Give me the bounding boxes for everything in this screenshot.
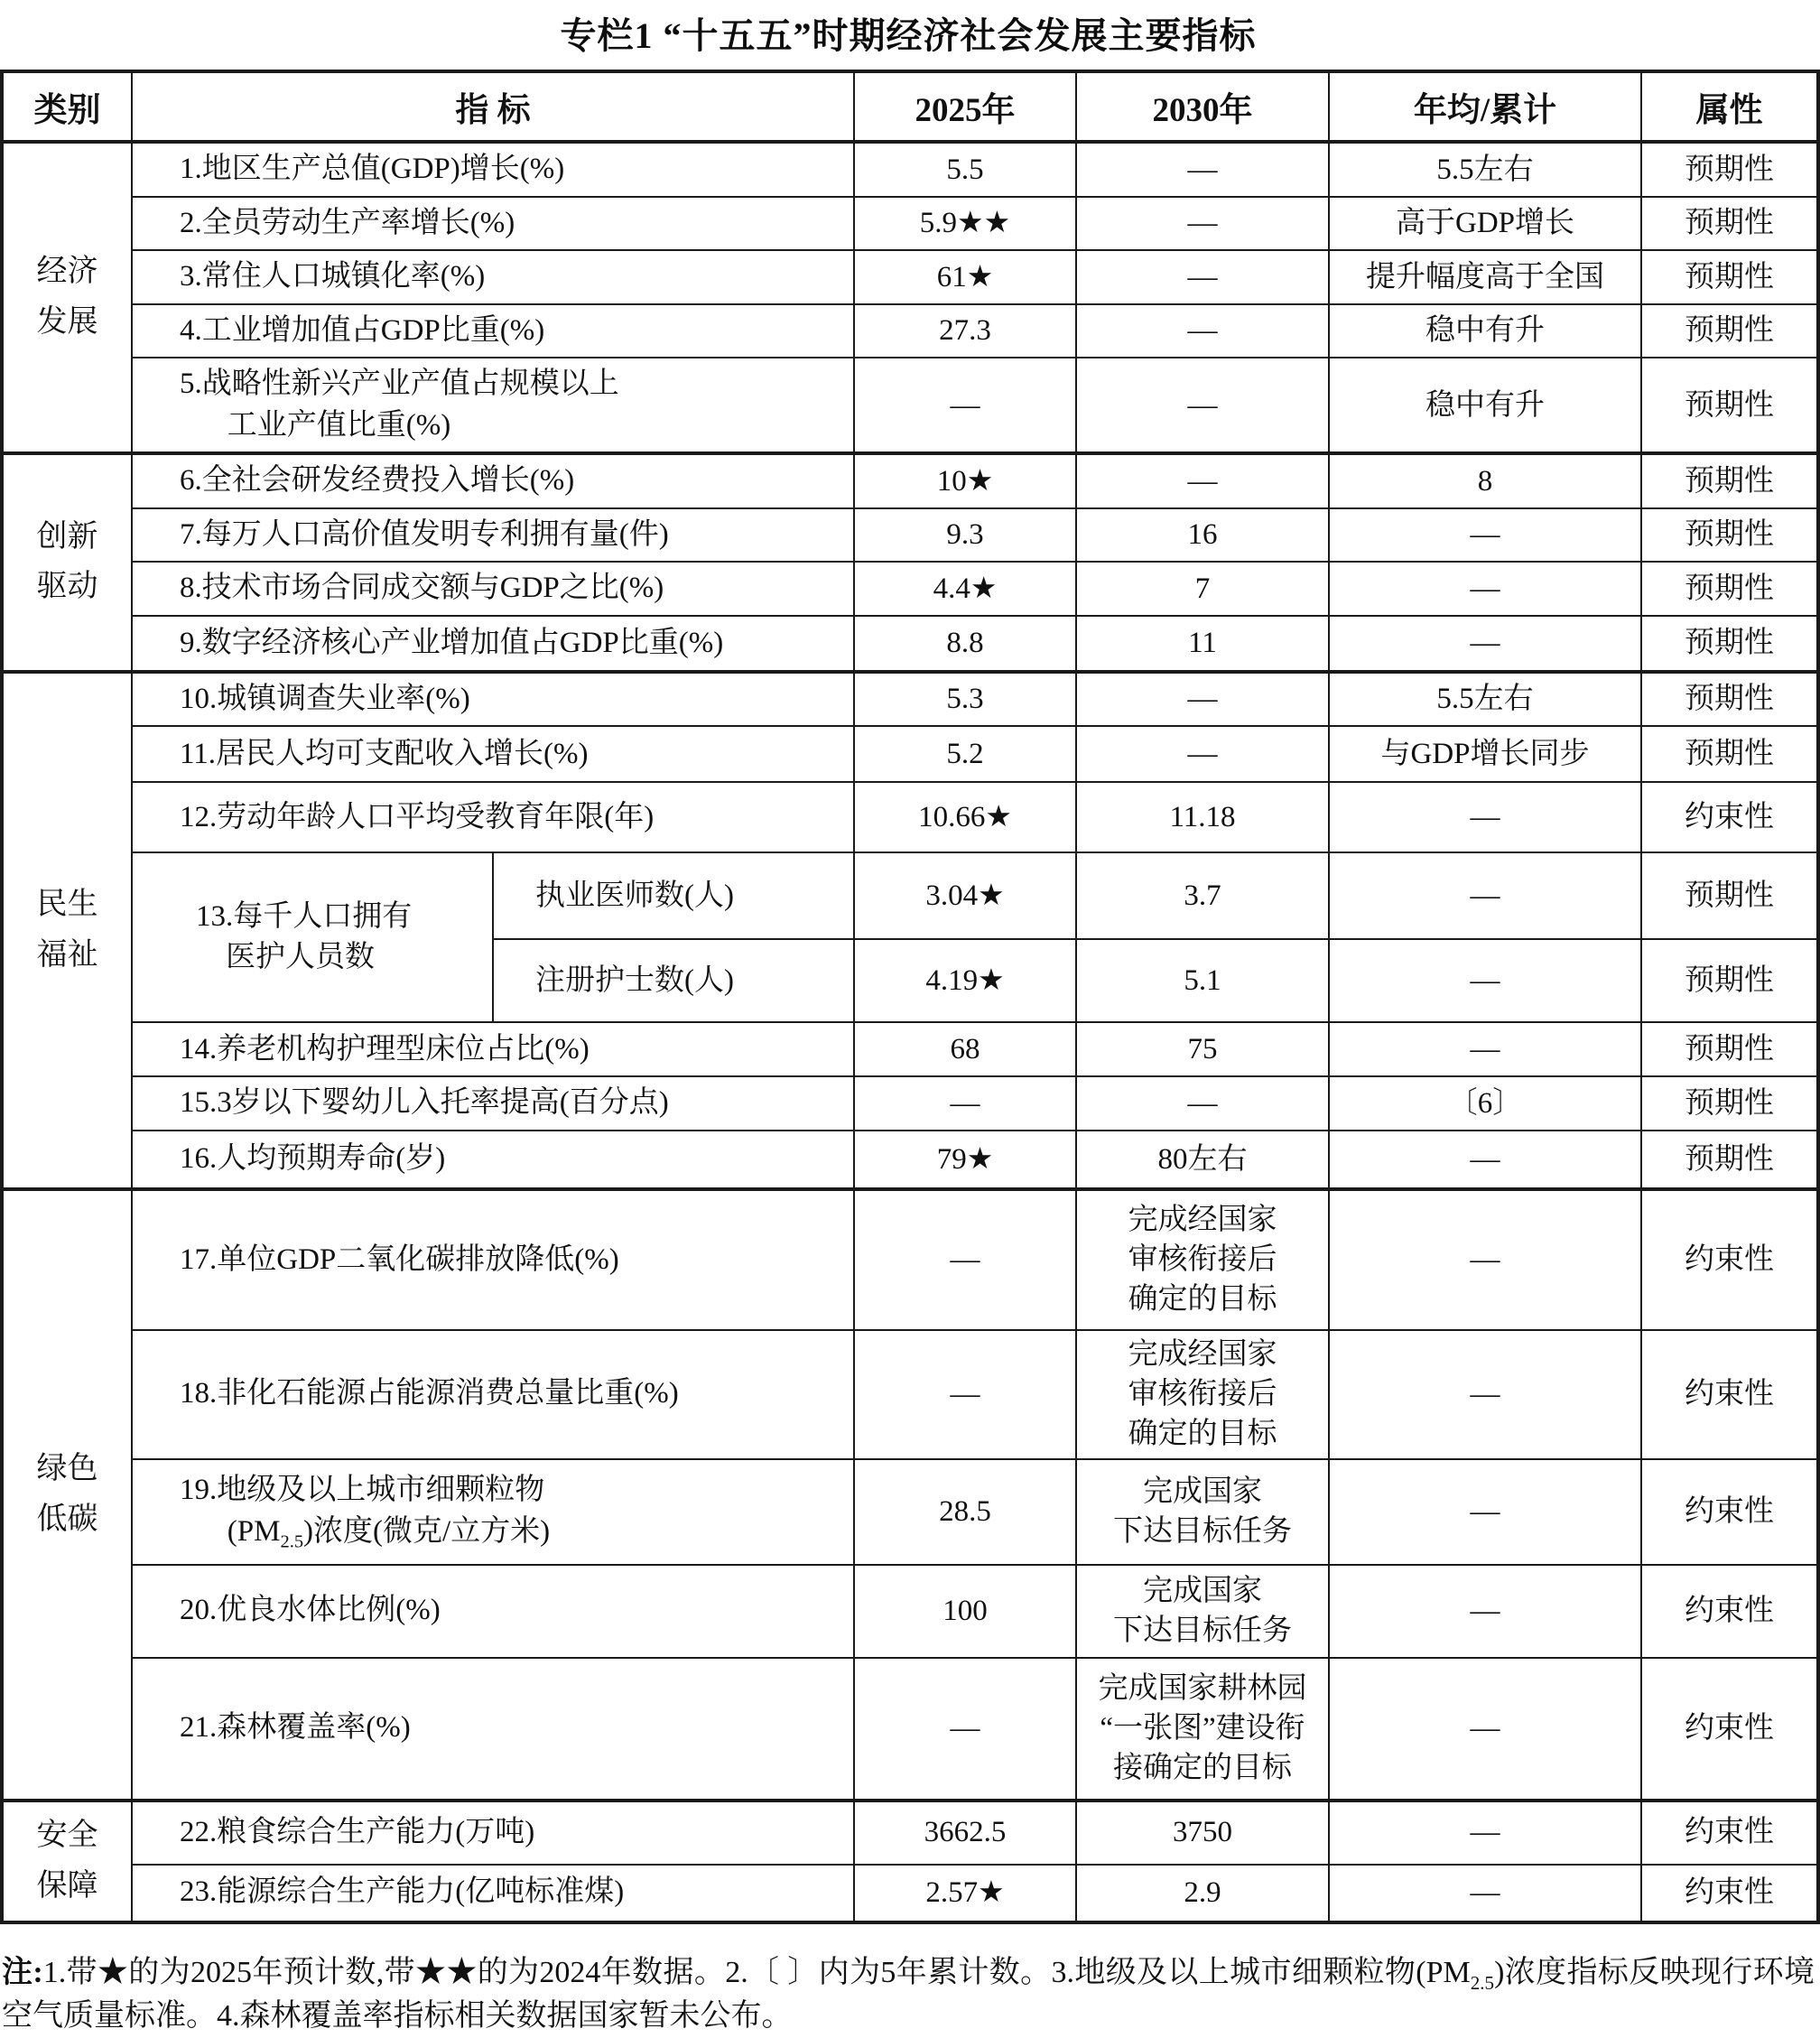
value-2030-cell: 75 xyxy=(1076,1022,1329,1076)
value-2025-cell: 8.8 xyxy=(854,616,1076,672)
attribute-cell: 预期性 xyxy=(1641,142,1818,197)
attribute-cell: 约束性 xyxy=(1641,1459,1818,1565)
table-row xyxy=(2,616,1818,672)
value-2030-cell: 5.1 xyxy=(1076,939,1329,1022)
indicator-cell: 10.城镇调查失业率(%) xyxy=(132,672,854,727)
avg-cumulative-cell: — xyxy=(1329,1658,1641,1801)
attribute-cell: 预期性 xyxy=(1641,1076,1818,1131)
avg-cumulative-cell: 5.5左右 xyxy=(1329,142,1641,197)
value-2030-cell: 11.18 xyxy=(1076,782,1329,852)
table-row xyxy=(2,142,1818,197)
table-row xyxy=(2,1076,1818,1131)
avg-cumulative-cell: — xyxy=(1329,1801,1641,1865)
avg-cumulative-cell: — xyxy=(1329,782,1641,852)
value-2025-cell: — xyxy=(854,1658,1076,1801)
avg-cumulative-cell: — xyxy=(1329,1459,1641,1565)
value-2030-cell: 80左右 xyxy=(1076,1131,1329,1189)
value-2025-cell: 61★ xyxy=(854,250,1076,304)
table-row xyxy=(2,250,1818,304)
value-2030-cell: — xyxy=(1076,250,1329,304)
attribute-cell: 预期性 xyxy=(1641,562,1818,616)
indicator-cell: 11.居民人均可支配收入增长(%) xyxy=(132,726,854,782)
value-2030-cell: — xyxy=(1076,672,1329,727)
attribute-cell: 预期性 xyxy=(1641,852,1818,939)
avg-cumulative-cell: 稳中有升 xyxy=(1329,358,1641,453)
attribute-cell: 约束性 xyxy=(1641,1801,1818,1865)
header-avg-cumulative: 年均/累计 xyxy=(1329,71,1641,142)
table-row xyxy=(2,672,1818,727)
header-2025: 2025年 xyxy=(854,71,1076,142)
table-row xyxy=(2,1131,1818,1189)
table-row xyxy=(2,1189,1818,1330)
indicator-cell: 2.全员劳动生产率增长(%) xyxy=(132,197,854,251)
attribute-cell: 预期性 xyxy=(1641,358,1818,453)
table-row xyxy=(2,1865,1818,1922)
value-2025-cell: 3.04★ xyxy=(854,852,1076,939)
indicator-cell: 16.人均预期寿命(岁) xyxy=(132,1131,854,1189)
category-cell: 绿色 低碳 xyxy=(2,1189,132,1801)
value-2025-cell: 2.57★ xyxy=(854,1865,1076,1922)
attribute-cell: 预期性 xyxy=(1641,672,1818,727)
indicator-cell: 6.全社会研发经费投入增长(%) xyxy=(132,453,854,508)
value-2025-cell: 68 xyxy=(854,1022,1076,1076)
value-2025-cell: 28.5 xyxy=(854,1459,1076,1565)
indicator-cell: 8.技术市场合同成交额与GDP之比(%) xyxy=(132,562,854,616)
value-2030-cell: — xyxy=(1076,142,1329,197)
category-cell: 经济 发展 xyxy=(2,142,132,453)
avg-cumulative-cell: — xyxy=(1329,1865,1641,1922)
value-2025-cell: 79★ xyxy=(854,1131,1076,1189)
avg-cumulative-cell: 5.5左右 xyxy=(1329,672,1641,727)
indicator-cell: 18.非化石能源占能源消费总量比重(%) xyxy=(132,1330,854,1459)
avg-cumulative-cell: — xyxy=(1329,616,1641,672)
table-row xyxy=(2,1565,1818,1658)
header-category: 类别 xyxy=(2,71,132,142)
value-2025-cell: — xyxy=(854,1330,1076,1459)
value-2030-cell: — xyxy=(1076,358,1329,453)
value-2025-cell: 10★ xyxy=(854,453,1076,508)
table-row xyxy=(2,358,1818,453)
indicator-group-cell: 13.每千人口拥有 医护人员数 xyxy=(132,852,493,1022)
attribute-cell: 预期性 xyxy=(1641,939,1818,1022)
indicators-table xyxy=(0,70,1820,1924)
value-2030-cell: 2.9 xyxy=(1076,1865,1329,1922)
avg-cumulative-cell: 8 xyxy=(1329,453,1641,508)
category-cell: 创新 驱动 xyxy=(2,453,132,672)
attribute-cell: 预期性 xyxy=(1641,250,1818,304)
table-row xyxy=(2,304,1818,358)
attribute-cell: 预期性 xyxy=(1641,616,1818,672)
value-2030-cell: — xyxy=(1076,197,1329,251)
indicator-cell: 9.数字经济核心产业增加值占GDP比重(%) xyxy=(132,616,854,672)
value-2025-cell: 27.3 xyxy=(854,304,1076,358)
table-row xyxy=(2,1459,1818,1565)
indicator-cell: 4.工业增加值占GDP比重(%) xyxy=(132,304,854,358)
value-2030-cell: 完成国家耕林园 “一张图”建设衔 接确定的目标 xyxy=(1076,1658,1329,1801)
attribute-cell: 约束性 xyxy=(1641,1330,1818,1459)
value-2030-cell: 3750 xyxy=(1076,1801,1329,1865)
notes-label: 注: xyxy=(2,1956,43,1989)
value-2030-cell: 3.7 xyxy=(1076,852,1329,939)
avg-cumulative-cell: — xyxy=(1329,1330,1641,1459)
category-cell: 民生 福祉 xyxy=(2,672,132,1189)
value-2030-cell: — xyxy=(1076,304,1329,358)
notes xyxy=(2,1951,1815,2038)
avg-cumulative-cell: — xyxy=(1329,1189,1641,1330)
table-row xyxy=(2,508,1818,563)
table-row xyxy=(2,782,1818,852)
table-row xyxy=(2,726,1818,782)
value-2025-cell: — xyxy=(854,1189,1076,1330)
avg-cumulative-cell: 稳中有升 xyxy=(1329,304,1641,358)
table-row xyxy=(2,1022,1818,1076)
table-row xyxy=(2,1801,1818,1865)
header-attribute: 属性 xyxy=(1641,71,1818,142)
table-row xyxy=(2,197,1818,251)
attribute-cell: 预期性 xyxy=(1641,508,1818,563)
attribute-cell: 约束性 xyxy=(1641,782,1818,852)
value-2030-cell: 完成国家 下达目标任务 xyxy=(1076,1459,1329,1565)
value-2030-cell: 完成国家 下达目标任务 xyxy=(1076,1565,1329,1658)
attribute-cell: 约束性 xyxy=(1641,1189,1818,1330)
attribute-cell: 预期性 xyxy=(1641,1131,1818,1189)
avg-cumulative-cell: — xyxy=(1329,1131,1641,1189)
value-2025-cell: 5.9★★ xyxy=(854,197,1076,251)
avg-cumulative-cell: — xyxy=(1329,1022,1641,1076)
value-2025-cell: 4.4★ xyxy=(854,562,1076,616)
value-2025-cell: 5.3 xyxy=(854,672,1076,727)
avg-cumulative-cell: 提升幅度高于全国 xyxy=(1329,250,1641,304)
value-2030-cell: 完成经国家 审核衔接后 确定的目标 xyxy=(1076,1330,1329,1459)
value-2030-cell: — xyxy=(1076,1076,1329,1131)
table-row xyxy=(2,453,1818,508)
table-row xyxy=(2,1658,1818,1801)
indicator-cell: 14.养老机构护理型床位占比(%) xyxy=(132,1022,854,1076)
avg-cumulative-cell: — xyxy=(1329,852,1641,939)
value-2025-cell: 4.19★ xyxy=(854,939,1076,1022)
attribute-cell: 预期性 xyxy=(1641,304,1818,358)
indicator-cell: 1.地区生产总值(GDP)增长(%) xyxy=(132,142,854,197)
value-2030-cell: 11 xyxy=(1076,616,1329,672)
value-2025-cell: — xyxy=(854,1076,1076,1131)
avg-cumulative-cell: 〔6〕 xyxy=(1329,1076,1641,1131)
indicator-cell: 20.优良水体比例(%) xyxy=(132,1565,854,1658)
attribute-cell: 预期性 xyxy=(1641,197,1818,251)
box-title: 专栏1 “十五五”时期经济社会发展主要指标 xyxy=(0,0,1816,70)
attribute-cell: 约束性 xyxy=(1641,1865,1818,1922)
value-2025-cell: 5.2 xyxy=(854,726,1076,782)
avg-cumulative-cell: — xyxy=(1329,562,1641,616)
attribute-cell: 预期性 xyxy=(1641,453,1818,508)
indicator-cell: 7.每万人口高价值发明专利拥有量(件) xyxy=(132,508,854,563)
table-row xyxy=(2,1330,1818,1459)
value-2030-cell: 完成经国家 审核衔接后 确定的目标 xyxy=(1076,1189,1329,1330)
avg-cumulative-cell: — xyxy=(1329,939,1641,1022)
category-cell: 安全 保障 xyxy=(2,1801,132,1922)
header-indicator: 指 标 xyxy=(132,71,854,142)
notes-text: 1.带★的为2025年预计数,带★★的为2024年数据。2.〔 〕内为5年累计数。3.地级及以上城市细颗粒物$(PM_{2.5})$浓度指标反映现行环境空气质量标准。4.森林覆盖率指标相关数据国家暂未公布。 xyxy=(2,1956,1815,2033)
table-row xyxy=(2,852,1818,939)
header-row xyxy=(2,71,1818,142)
value-2030-cell: 7 xyxy=(1076,562,1329,616)
indicator-cell: 21.森林覆盖率(%) xyxy=(132,1658,854,1801)
value-2030-cell: 16 xyxy=(1076,508,1329,563)
indicator-cell: 17.单位GDP二氧化碳排放降低(%) xyxy=(132,1189,854,1330)
value-2025-cell: 10.66★ xyxy=(854,782,1076,852)
attribute-cell: 预期性 xyxy=(1641,1022,1818,1076)
indicator-cell: 19.地级及以上城市细颗粒物 $(PM_{2.5})$浓度(微克/立方米) xyxy=(132,1459,854,1565)
indicator-cell: 注册护士数(人) xyxy=(493,939,854,1022)
attribute-cell: 约束性 xyxy=(1641,1565,1818,1658)
avg-cumulative-cell: — xyxy=(1329,1565,1641,1658)
value-2025-cell: — xyxy=(854,358,1076,453)
attribute-cell: 约束性 xyxy=(1641,1658,1818,1801)
avg-cumulative-cell: 与GDP增长同步 xyxy=(1329,726,1641,782)
indicator-cell: 15.3岁以下婴幼儿入托率提高(百分点) xyxy=(132,1076,854,1131)
value-2025-cell: 9.3 xyxy=(854,508,1076,563)
value-2030-cell: — xyxy=(1076,453,1329,508)
avg-cumulative-cell: — xyxy=(1329,508,1641,563)
value-2025-cell: 5.5 xyxy=(854,142,1076,197)
value-2030-cell: — xyxy=(1076,726,1329,782)
indicator-cell: 5.战略性新兴产业产值占规模以上 工业产值比重(%) xyxy=(132,358,854,453)
indicator-cell: 执业医师数(人) xyxy=(493,852,854,939)
indicator-cell: 3.常住人口城镇化率(%) xyxy=(132,250,854,304)
value-2025-cell: 3662.5 xyxy=(854,1801,1076,1865)
avg-cumulative-cell: 高于GDP增长 xyxy=(1329,197,1641,251)
indicator-cell: 12.劳动年龄人口平均受教育年限(年) xyxy=(132,782,854,852)
header-2030: 2030年 xyxy=(1076,71,1329,142)
attribute-cell: 预期性 xyxy=(1641,726,1818,782)
indicator-cell: 22.粮食综合生产能力(万吨) xyxy=(132,1801,854,1865)
value-2025-cell: 100 xyxy=(854,1565,1076,1658)
table-row xyxy=(2,562,1818,616)
indicator-cell: 23.能源综合生产能力(亿吨标准煤) xyxy=(132,1865,854,1922)
